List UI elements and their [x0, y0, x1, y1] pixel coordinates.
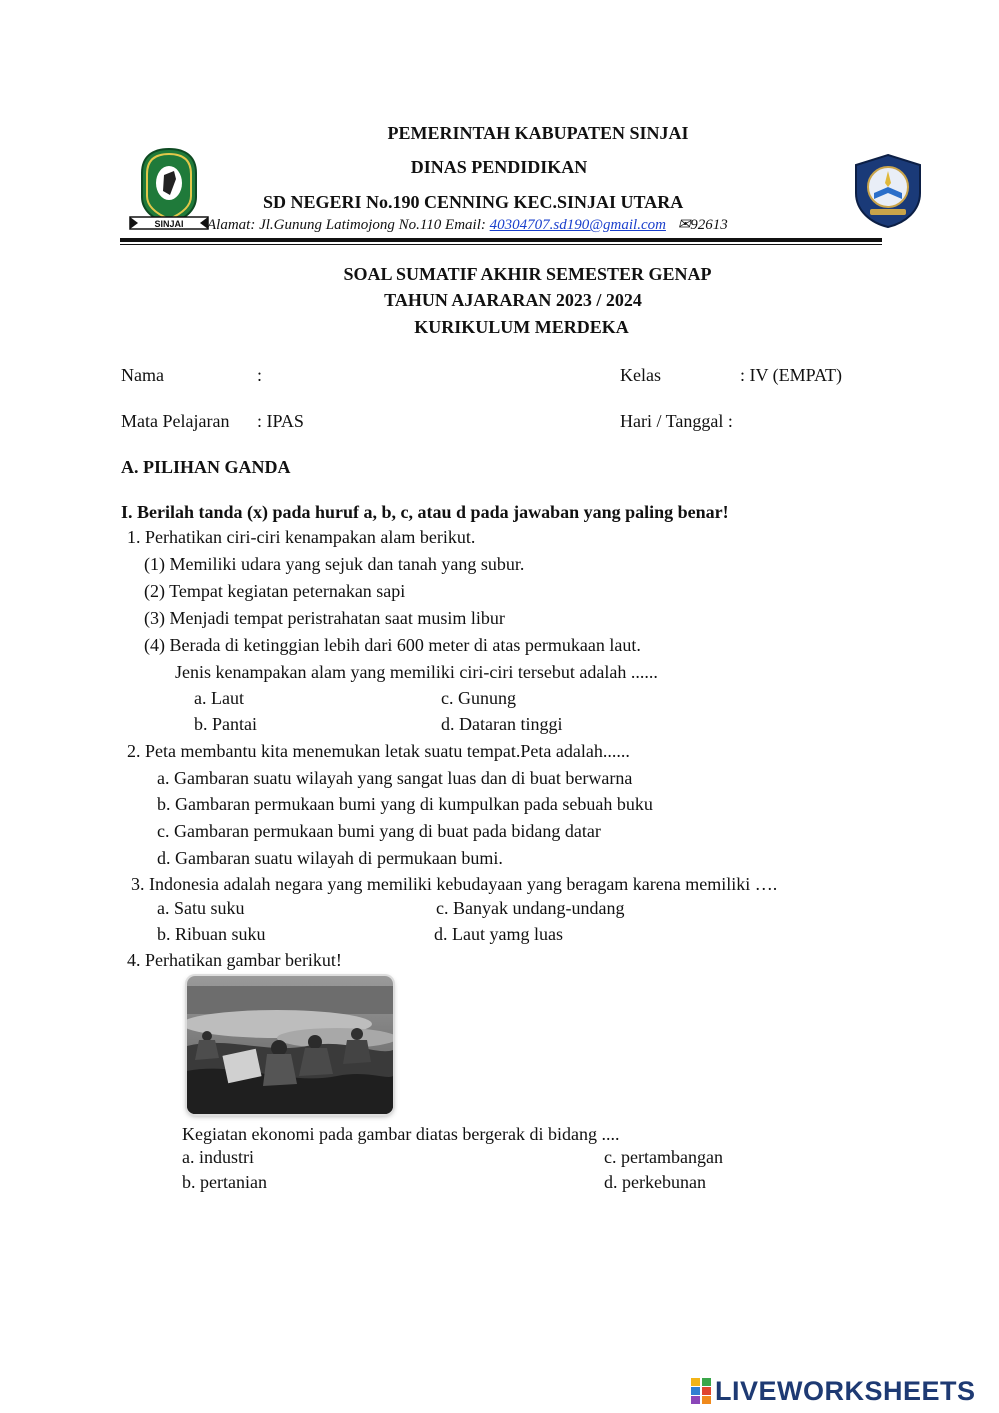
q1-stem: 1. Perhatikan ciri-ciri kenampakan alam berikut. — [127, 527, 476, 547]
q2-option-c[interactable]: c. Gambaran permukaan bumi yang di buat pada bidang datar — [157, 821, 601, 841]
exam-year: TAHUN AJARARAN 2023 / 2024 — [384, 290, 642, 310]
kelas-value: : IV (EMPAT) — [740, 365, 843, 385]
mapel-label: Mata Pelajaran — [121, 411, 230, 431]
mining-workers-photo — [187, 976, 393, 1114]
header-government-line: PEMERINTAH KABUPATEN SINJAI — [387, 123, 689, 143]
q2-option-a[interactable]: a. Gambaran suatu wilayah yang sangat luas dan di buat berwarna — [157, 768, 633, 788]
nama-colon: : — [257, 365, 263, 385]
q1-option-a[interactable]: a. Laut — [194, 688, 244, 708]
q4-option-b[interactable]: b. pertanian — [182, 1172, 267, 1192]
q1-question: Jenis kenampakan alam yang memiliki ciri-ciri tersebut adalah ...... — [175, 662, 658, 682]
email-link[interactable]: 40304707.sd190@gmail.com — [489, 217, 666, 233]
liveworksheets-blocks-icon — [691, 1378, 711, 1404]
liveworksheets-logo[interactable] — [691, 1376, 976, 1406]
hari-tanggal-label: Hari / Tanggal : — [620, 411, 733, 431]
q3-option-a[interactable]: a. Satu suku — [157, 898, 245, 918]
q4-option-c[interactable]: c. pertambangan — [604, 1147, 723, 1167]
header-department-line: DINAS PENDIDIKAN — [410, 157, 588, 177]
postal-code: 92613 — [690, 217, 728, 233]
q1-item-4: (4) Berada di ketinggian lebih dari 600 meter di atas permukaan laut. — [144, 635, 641, 655]
liveworksheets-wordmark: LIVEWORKSHEETS — [715, 1375, 976, 1406]
kelas-label: Kelas — [620, 365, 661, 385]
q4-question: Kegiatan ekonomi pada gambar diatas bergerak di bidang .... — [182, 1124, 620, 1144]
header-divider-thin — [120, 244, 882, 245]
q3-option-c[interactable]: c. Banyak undang-undang — [436, 898, 625, 918]
q1-item-3: (3) Menjadi tempat peristrahatan saat musim libur — [144, 608, 505, 628]
svg-text:SINJAI: SINJAI — [154, 219, 184, 229]
q1-option-d[interactable]: d. Dataran tinggi — [441, 714, 563, 734]
q3-option-d[interactable]: d. Laut yamg luas — [434, 924, 563, 944]
q2-option-d[interactable]: d. Gambaran suatu wilayah di permukaan bumi. — [157, 848, 503, 868]
q3-option-b[interactable]: b. Ribuan suku — [157, 924, 266, 944]
header-school-name: SD NEGERI No.190 CENNING KEC.SINJAI UTARA — [263, 192, 684, 212]
q1-item-2: (2) Tempat kegiatan peternakan sapi — [144, 581, 406, 601]
q1-option-c[interactable]: c. Gunung — [441, 688, 516, 708]
q4-option-a[interactable]: a. industri — [182, 1147, 254, 1167]
q3-stem: 3. Indonesia adalah negara yang memiliki kebudayaan yang beragam karena memiliki …. — [131, 874, 778, 894]
q4-stem: 4. Perhatikan gambar berikut! — [127, 950, 342, 970]
exam-title: SOAL SUMATIF AKHIR SEMESTER GENAP — [343, 264, 712, 284]
section-instruction: I. Berilah tanda (x) pada huruf a, b, c, atau d pada jawaban yang paling benar! — [121, 502, 729, 522]
envelope-icon: ✉ — [677, 217, 691, 233]
q1-item-1: (1) Memiliki udara yang sejuk dan tanah yang subur. — [144, 554, 525, 574]
address-text: Alamat: Jl.Gunung Latimojong No.110 Email: — [207, 217, 490, 233]
section-heading: A. PILIHAN GANDA — [121, 457, 291, 477]
q2-stem: 2. Peta membantu kita menemukan letak suatu tempat.Peta adalah...... — [127, 741, 630, 761]
header-address — [207, 215, 728, 234]
nama-label: Nama — [121, 365, 164, 385]
mapel-value: : IPAS — [257, 411, 304, 431]
q1-option-b[interactable]: b. Pantai — [194, 714, 257, 734]
q4-option-d[interactable]: d. perkebunan — [604, 1172, 706, 1192]
q2-option-b[interactable]: b. Gambaran permukaan bumi yang di kumpulkan pada sebuah buku — [157, 794, 653, 814]
header-divider-thick — [120, 238, 882, 242]
exam-curriculum: KURIKULUM MERDEKA — [414, 317, 629, 337]
